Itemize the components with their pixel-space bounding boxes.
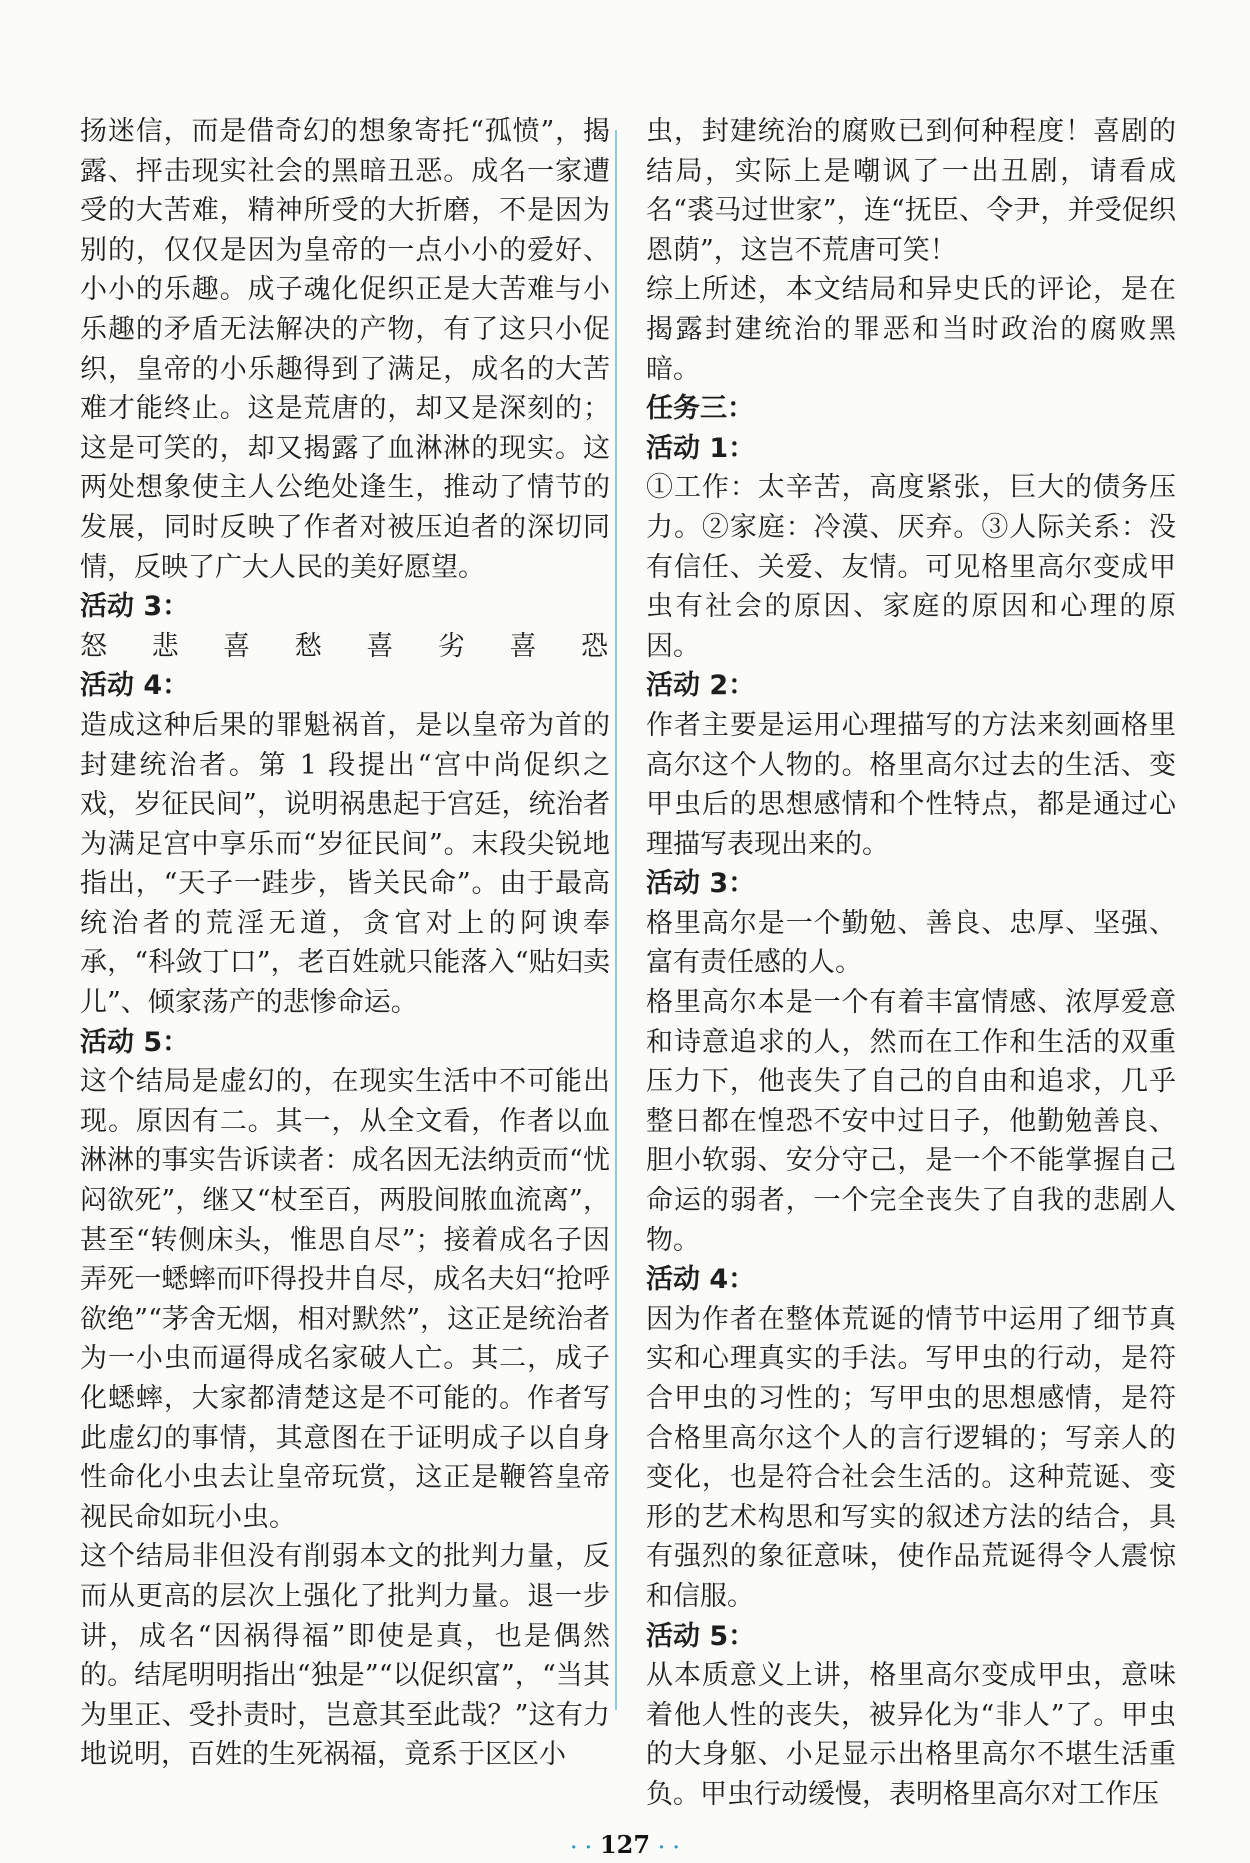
- answer-sequence: 怒 悲 喜 愁 喜 劣 喜 恐: [80, 630, 609, 662]
- footer-dot-right: ·: [658, 1837, 665, 1858]
- section-heading: 活动 3：: [646, 868, 756, 900]
- section-heading: 活动 4：: [646, 1264, 756, 1296]
- section-heading: 活动 5：: [80, 1026, 190, 1058]
- column-divider: [615, 130, 617, 1710]
- page-number: 127: [599, 1830, 651, 1859]
- paragraph: 格里高尔是一个勤勉、善良、忠厚、坚强、富有责任感的人。: [646, 907, 1176, 979]
- paragraph: ①工作：太辛苦，高度紧张，巨大的债务压力。②家庭：冷漠、厌弃。③人际关系：没有信任、关爱、友情。可见格里高尔变成甲虫有社会的原因、家庭的原因和心理的原因。: [646, 472, 1176, 662]
- paragraph: 格里高尔本是一个有着丰富情感、浓厚爱意和诗意追求的人，然而在工作和生活的双重压力下，他丧失了自己的自由和追求，几乎整日都在惶恐不安中过日子，他勤勉善良、胆小软弱、安分守己，是一个不能掌握自己命运的弱者，一个完全丧失了自我的悲剧人物。: [646, 987, 1176, 1256]
- paragraph: 造成这种后果的罪魁祸首，是以皇帝为首的封建统治者。第 1 段提出“宫中尚促织之戏，岁征民间”，说明祸患起于宫廷，统治者为满足宫中享乐而“岁征民间”。末段尖锐地指出，“天子一跬步，皆关民命”。由于最高统治者的荒淫无道，贪官对上的阿谀奉承，“科敛丁口”，老百姓就只能落入“贴妇卖儿”、倾家荡产的悲惨命运。: [80, 709, 610, 1019]
- paragraph: 因为作者在整体荒诞的情节中运用了细节真实和心理真实的手法。写甲虫的行动，是符合甲虫的习性的；写甲虫的思想感情，是符合格里高尔这个人的言行逻辑的；写亲人的变化，也是符合社会生活的。这种荒诞、变形的艺术构思和写实的叙述方法的结合，具有强烈的象征意味，使作品荒诞得令人震惊和信服。: [646, 1303, 1176, 1612]
- paragraph: 这个结局非但没有削弱本文的批判力量，反而从更高的层次上强化了批判力量。退一步讲，成名“因祸得福”即使是真，也是偶然的。结尾明明指出“独是”“以促织富”，“当其为里正、受扑责时，岂意其至此哉？”这有力地说明，百姓的生死祸福，竟系于区区小: [80, 1541, 610, 1771]
- section-heading: 活动 5：: [646, 1620, 756, 1652]
- paragraph: 扬迷信，而是借奇幻的想象寄托“孤愤”，揭露、抨击现实社会的黑暗丑恶。成名一家遭受的大苦难，精神所受的大折磨，不是因为别的，仅仅是因为皇帝的一点小小的爱好、小小的乐趣。成子魂化促织正是大苦难与小乐趣的矛盾无法解决的产物，有了这只小促织，皇帝的小乐趣得到了满足，成名的大苦难才能终止。这是荒唐的，却又是深刻的；这是可笑的，却又揭露了血淋淋的现实。这两处想象使主人公绝处逢生，推动了情节的发展，同时反映了作者对被压迫者的深切同情，反映了广大人民的美好愿望。: [80, 116, 610, 583]
- section-heading: 活动 4：: [80, 670, 190, 702]
- paragraph: 虫，封建统治的腐败已到何种程度！喜剧的结局，实际上是嘲讽了一出丑剧，请看成名“裘马过世家”，连“抚臣、令尹，并受促织恩荫”，这岂不荒唐可笑！: [646, 116, 1176, 266]
- page-footer: [0, 1830, 1250, 1859]
- paragraph: 综上所述，本文结局和异史氏的评论，是在揭露封建统治的罪恶和当时政治的腐败黑暗。: [646, 274, 1176, 385]
- footer-dot-left: ·: [570, 1837, 577, 1858]
- section-heading: 活动 3：: [80, 591, 190, 623]
- paragraph: 这个结局是虚幻的，在现实生活中不可能出现。原因有二。其一，从全文看，作者以血淋淋的事实告诉读者：成名因无法纳贡而“忧闷欲死”，继又“杖至百，两股间脓血流离”，甚至“转侧床头，惟思自尽”；接着成名子因弄死一蟋蟀而吓得投井自尽，成名夫妇“抢呼欲绝”“茅舍无烟，相对默然”，这正是统治者为一小虫而逼得成名家破人亡。其二，成子化蟋蟀，大家都清楚这是不可能的。作者写此虚幻的事情，其意图在于证明成子以自身性命化小虫去让皇帝玩赏，这正是鞭笞皇帝视民命如玩小虫。: [80, 1066, 610, 1533]
- footer-dot-left-2: ·: [585, 1837, 592, 1858]
- section-heading: 任务三：: [646, 393, 754, 425]
- right-column: [646, 112, 1176, 1815]
- section-heading: 活动 2：: [646, 670, 756, 702]
- left-column: [80, 112, 610, 1775]
- paragraph: 作者主要是运用心理描写的方法来刻画格里高尔这个人物的。格里高尔过去的生活、变甲虫后的思想感情和个性特点，都是通过心理描写表现出来的。: [646, 709, 1176, 860]
- section-heading: 活动 1：: [646, 432, 756, 464]
- paragraph: 从本质意义上讲，格里高尔变成甲虫，意味着他人性的丧失，被异化为“非人”了。甲虫的大身躯、小足显示出格里高尔不堪生活重负。甲虫行动缓慢，表明格里高尔对工作压: [646, 1660, 1176, 1810]
- footer-dot-right-2: ·: [673, 1837, 680, 1858]
